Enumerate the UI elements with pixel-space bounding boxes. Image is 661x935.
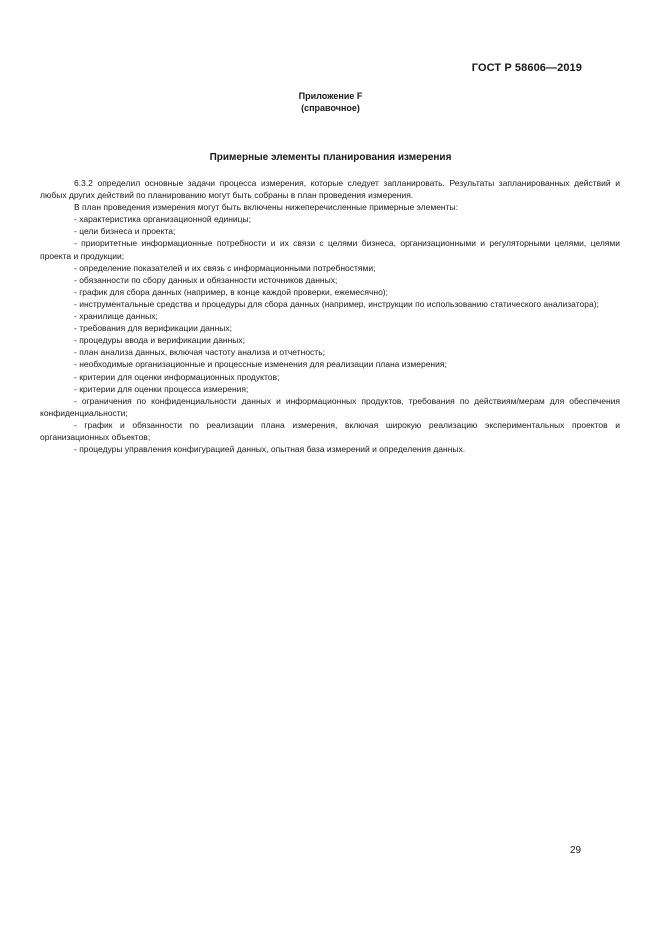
intro-paragraph: 6.3.2 определил основные задачи процесса измерения, которые следует запланировать. Результаты запланированных действий и любых других действий по планированию могут быть собраны в план проведения измерения. xyxy=(40,178,620,201)
list-item: - определение показателей и их связь с информационными потребностями; xyxy=(74,262,376,273)
section-heading: Примерные элементы планирования измерения xyxy=(209,152,452,163)
annex-title: Приложение F xyxy=(298,91,363,101)
list-item: - график для сбора данных (например, в конце каждой проверки, ежемесячно); xyxy=(74,286,388,297)
list-item: - процедуры управления конфигурацией данных, опытная база измерений и определения данных. xyxy=(74,444,466,455)
list-item: - приоритетные информационные потребности и их связи с целями бизнеса, организационными и регуляторными целями, целями проекта и продукции; xyxy=(40,238,620,261)
list-item: - требования для верификации данных; xyxy=(74,323,232,334)
annex-subtitle: (справочное) xyxy=(301,102,360,113)
list-item: - хранилище данных; xyxy=(74,311,158,322)
list-item: - необходимые организационные и процессные изменения для реализации плана измерения; xyxy=(74,359,447,370)
list-item: - характеристика организационной единицы; xyxy=(74,214,251,225)
standard-number: ГОСТ Р 58606—2019 xyxy=(471,62,582,74)
list-item: - критерии для оценки информационных продуктов; xyxy=(74,371,280,382)
list-item: - ограничения по конфиденциальности данных и информационных продуктов, требования по действиям/мерам для обеспечения конфиденциальности; xyxy=(40,395,620,418)
page-number: 29 xyxy=(570,845,582,856)
intro-paragraph: В план проведения измерения могут быть включены нижеперечисленные примерные элементы: xyxy=(74,202,458,213)
list-item: - цели бизнеса и проекта; xyxy=(74,226,176,237)
body-text xyxy=(40,177,620,455)
list-item: - график и обязанности по реализации плана измерения, включая широкую реализацию экспериментальных проектов и организационных объектов; xyxy=(40,419,620,442)
list-item: - инструментальные средства и процедуры для сбора данных (например, инструкции по использованию статического анализатора); xyxy=(74,298,599,309)
list-item: - процедуры ввода и верификации данных; xyxy=(74,335,246,346)
list-item: - критерии для оценки процесса измерения; xyxy=(74,383,249,394)
annex-block xyxy=(0,91,661,114)
list-item: - обязанности по сбору данных и обязанности источников данных; xyxy=(74,274,338,285)
list-item: - план анализа данных, включая частоту анализа и отчетность; xyxy=(74,347,325,358)
